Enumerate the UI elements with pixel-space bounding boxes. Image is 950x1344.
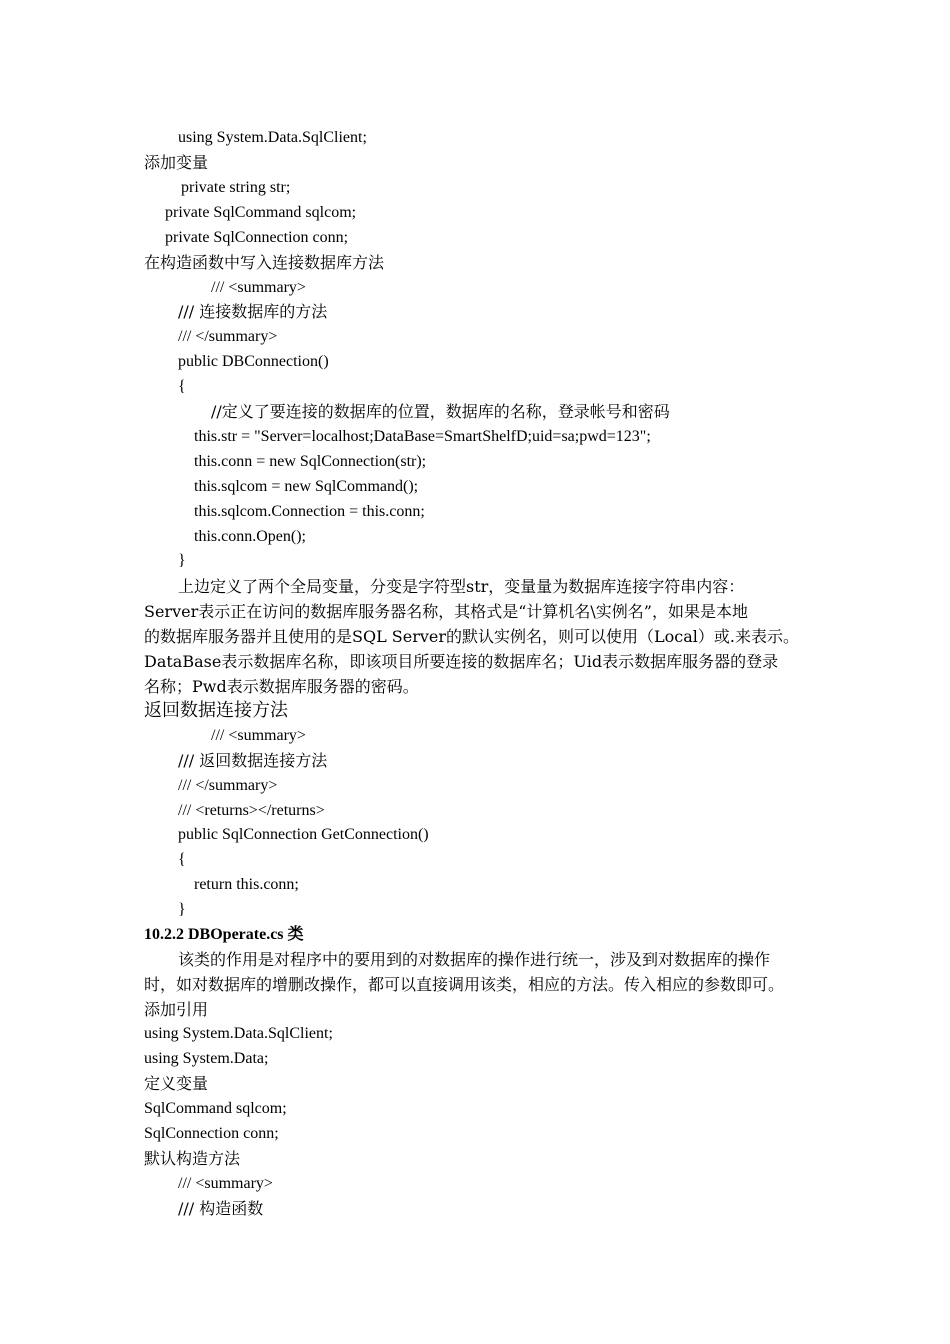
code-comment-constructor: /// 构造函数 [178, 1199, 264, 1218]
code-private-conn: private SqlConnection conn; [165, 229, 349, 246]
code-comment-return-method: /// 返回数据连接方法 [178, 751, 328, 770]
code-using-sqlclient: using System.Data.SqlClient; [178, 129, 367, 146]
code-brace-close: } [178, 552, 186, 569]
code-summary-open-3: /// <summary> [178, 1175, 273, 1192]
paragraph-dboperate-line-2: 时，如对数据库的增删改操作，都可以直接调用该类，相应的方法。传入相应的参数即可。 [144, 975, 785, 994]
label-define-variables: 定义变量 [144, 1074, 209, 1093]
paragraph-explain-line-4: DataBase表示数据库名称，即该项目所要连接的数据库名；Uid表示数据库服务器的登录 [144, 652, 779, 671]
code-brace-open: { [178, 378, 186, 395]
code-sqlcommand-field: SqlCommand sqlcom; [144, 1100, 287, 1117]
label-add-variables: 添加变量 [144, 153, 209, 172]
code-summary-open: /// <summary> [211, 279, 306, 296]
paragraph-explain-line-5: 名称；Pwd表示数据库服务器的密码。 [144, 677, 419, 696]
section-heading-dboperate: 10.2.2 DBOperate.cs 类 [144, 926, 304, 943]
code-private-str: private string str; [181, 179, 291, 196]
code-command-connection: this.sqlcom.Connection = this.conn; [194, 503, 425, 520]
code-summary-close: /// </summary> [178, 328, 278, 345]
code-private-sqlcom: private SqlCommand sqlcom; [165, 204, 357, 221]
code-using-data: using System.Data; [144, 1050, 269, 1067]
code-connection-string: this.str = "Server=localhost;DataBase=SmartShelfD;uid=sa;pwd=123"; [194, 428, 651, 445]
code-return-conn: return this.conn; [194, 876, 299, 893]
paragraph-dboperate-line-1: 该类的作用是对程序中的要用到的对数据库的操作进行统一，涉及到对数据库的操作 [178, 950, 771, 969]
code-getconnection-signature: public SqlConnection GetConnection() [178, 826, 429, 843]
label-constructor-connect: 在构造函数中写入连接数据库方法 [144, 253, 385, 272]
code-comment-connect-method: /// 连接数据库的方法 [178, 302, 328, 321]
code-summary-open-2: /// <summary> [211, 727, 306, 744]
paragraph-explain-line-3: 的数据库服务器并且使用的是SQL Server的默认实例名，则可以使用（Local）或.来表示。 [144, 627, 799, 646]
code-using-sqlclient-2: using System.Data.SqlClient; [144, 1025, 333, 1042]
code-brace-close-2: } [178, 901, 186, 918]
code-new-connection: this.conn = new SqlConnection(str); [194, 453, 427, 470]
code-new-command: this.sqlcom = new SqlCommand(); [194, 478, 419, 495]
code-returns: /// <returns></returns> [178, 802, 325, 819]
label-default-constructor: 默认构造方法 [144, 1149, 241, 1168]
code-summary-close-2: /// </summary> [178, 777, 278, 794]
paragraph-explain-line-1: 上边定义了两个全局变量，分变是字符型str，变量量为数据库连接字符串内容： [178, 577, 745, 596]
code-brace-open-2: { [178, 851, 186, 868]
paragraph-explain-line-2: Server表示正在访问的数据库服务器名称，其格式是“计算机名\实例名”，如果是本地 [144, 602, 748, 621]
code-dbconnection-signature: public DBConnection() [178, 353, 329, 370]
code-conn-open: this.conn.Open(); [194, 528, 306, 545]
code-sqlconnection-field: SqlConnection conn; [144, 1125, 279, 1142]
code-comment-define: //定义了要连接的数据库的位置，数据库的名称，登录帐号和密码 [211, 402, 670, 421]
label-add-reference: 添加引用 [144, 1000, 209, 1019]
label-return-connection: 返回数据连接方法 [144, 700, 288, 721]
